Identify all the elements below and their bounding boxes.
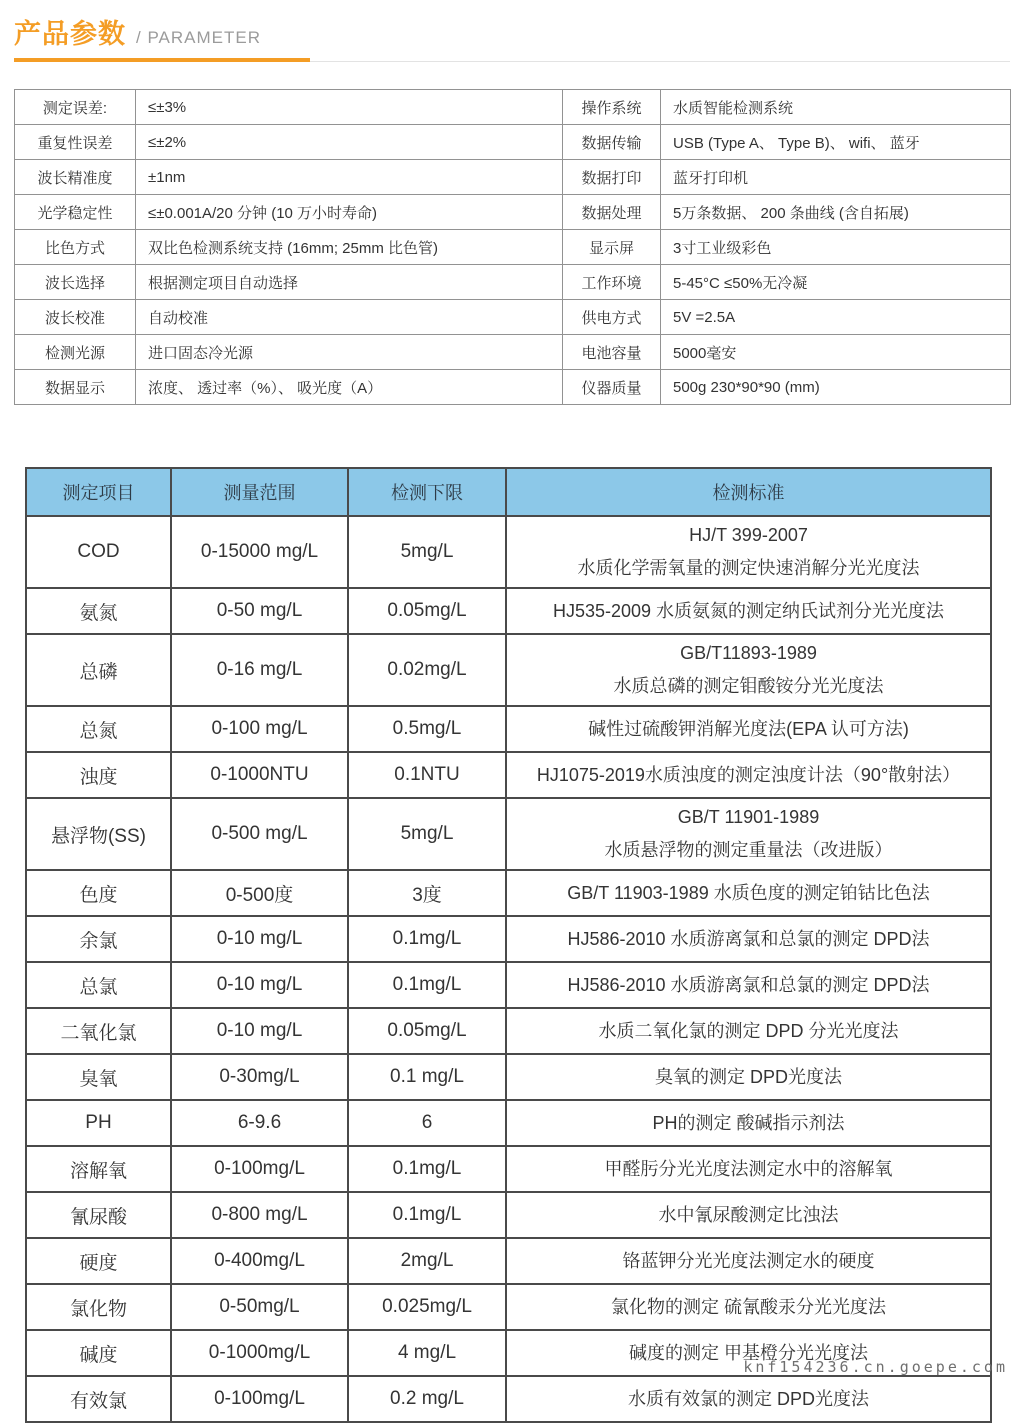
- item-cell: 总氯: [26, 962, 171, 1008]
- standard-line: 水质悬浮物的测定重量法（改进版）: [604, 840, 893, 860]
- item-row: [26, 516, 991, 588]
- title-underline-accent: [14, 58, 310, 62]
- standard-cell: [506, 1284, 991, 1330]
- standard-line: GB/T 11901-1989: [677, 807, 820, 827]
- standard-line: HJ586-2010 水质游离氯和总氯的测定 DPD法: [567, 974, 930, 995]
- standard-cell: [506, 1376, 991, 1422]
- item-cell: 臭氧: [26, 1054, 171, 1100]
- standard-line: 铬蓝钾分光光度法测定水的硬度: [622, 1250, 875, 1271]
- item-cell: 二氧化氯: [26, 1008, 171, 1054]
- spec-cell-value-value_right: USB (Type A、 Type B)、 wifi、 蓝牙: [661, 125, 1011, 160]
- item-cell: 悬浮物(SS): [26, 798, 171, 870]
- items-table-header-row: [26, 468, 991, 516]
- range-cell: 0-1000mg/L: [171, 1330, 348, 1376]
- item-row: [26, 588, 991, 634]
- limit-cell: 0.1mg/L: [348, 916, 506, 962]
- limit-cell: 0.5mg/L: [348, 706, 506, 752]
- item-row: [26, 1054, 991, 1100]
- spec-cell-label-label_right: 显示屏: [563, 230, 661, 265]
- range-cell: 0-30mg/L: [171, 1054, 348, 1100]
- standard-line: HJ535-2009 水质氨氮的测定纳氏试剂分光光度法: [552, 600, 945, 621]
- range-cell: 0-15000 mg/L: [171, 516, 348, 588]
- spec-row: [15, 335, 1011, 370]
- range-cell: 0-500 mg/L: [171, 798, 348, 870]
- spec-cell-label-label_right: 数据处理: [563, 195, 661, 230]
- standard-cell: [506, 1238, 991, 1284]
- standard-cell: [506, 588, 991, 634]
- standard-cell: [506, 1054, 991, 1100]
- standard-line: 碱性过硫酸钾消解光度法(EPA 认可方法): [588, 718, 909, 739]
- range-cell: 0-50 mg/L: [171, 588, 348, 634]
- title-underline: [14, 58, 1010, 63]
- spec-row: [15, 125, 1011, 160]
- item-row: [26, 870, 991, 916]
- spec-cell-value-value_right: 水质智能检测系统: [661, 90, 1011, 125]
- range-cell: 0-16 mg/L: [171, 634, 348, 706]
- spec-row: [15, 195, 1011, 230]
- spec-cell-value-value_left: 自动校准: [136, 300, 563, 335]
- limit-cell: 0.1mg/L: [348, 1146, 506, 1192]
- item-row: [26, 1376, 991, 1422]
- spec-cell-value-value_left: 浓度、 透过率（%）、 吸光度（A）: [136, 370, 563, 405]
- item-row: [26, 1100, 991, 1146]
- range-cell: 0-100mg/L: [171, 1376, 348, 1422]
- item-cell: 浊度: [26, 752, 171, 798]
- spec-cell-label-label_right: 数据传输: [563, 125, 661, 160]
- standard-line: GB/T11893-1989: [680, 643, 817, 663]
- spec-cell-label-label_left: 测定误差:: [15, 90, 136, 125]
- range-cell: 0-10 mg/L: [171, 916, 348, 962]
- spec-cell-label-label_right: 工作环境: [563, 265, 661, 300]
- standard-cell: [506, 870, 991, 916]
- spec-cell-label-label_right: 数据打印: [563, 160, 661, 195]
- item-cell: 氨氮: [26, 588, 171, 634]
- spec-cell-value-value_right: 3寸工业级彩色: [661, 230, 1011, 265]
- standard-cell: [506, 634, 991, 706]
- section-title-en: / PARAMETER: [136, 28, 261, 47]
- items-header-cell: 检测标准: [506, 468, 991, 516]
- spec-row: [15, 265, 1011, 300]
- range-cell: 0-1000NTU: [171, 752, 348, 798]
- spec-cell-value-value_right: 5V =2.5A: [661, 300, 1011, 335]
- standard-line: HJ1075-2019水质浊度的测定浊度计法（90°散射法）: [536, 764, 961, 785]
- spec-cell-value-value_left: ±1nm: [136, 160, 563, 195]
- section-title-cn: 产品参数: [14, 19, 126, 49]
- standard-line: 臭氧的测定 DPD光度法: [654, 1066, 842, 1087]
- spec-cell-value-value_right: 5万条数据、 200 条曲线 (含自拓展): [661, 195, 1011, 230]
- spec-cell-value-value_left: 根据测定项目自动选择: [136, 265, 563, 300]
- page-header: [0, 0, 1024, 63]
- item-cell: 余氯: [26, 916, 171, 962]
- standard-line: 水质二氧化氯的测定 DPD 分光光度法: [598, 1020, 899, 1041]
- spec-cell-value-value_right: 5-45°C ≤50%无冷凝: [661, 265, 1011, 300]
- item-cell: 碱度: [26, 1330, 171, 1376]
- standard-cell: [506, 1192, 991, 1238]
- limit-cell: 5mg/L: [348, 516, 506, 588]
- standard-cell: [506, 1146, 991, 1192]
- item-row: [26, 1238, 991, 1284]
- item-row: [26, 752, 991, 798]
- item-row: [26, 1146, 991, 1192]
- range-cell: 0-100mg/L: [171, 1146, 348, 1192]
- items-header-cell: 测量范围: [171, 468, 348, 516]
- spec-table: [14, 89, 1011, 405]
- spec-cell-label-label_left: 数据显示: [15, 370, 136, 405]
- item-cell: 总氮: [26, 706, 171, 752]
- limit-cell: 2mg/L: [348, 1238, 506, 1284]
- standard-cell: [506, 1100, 991, 1146]
- spec-cell-label-label_right: 操作系统: [563, 90, 661, 125]
- limit-cell: 3度: [348, 870, 506, 916]
- standard-line: GB/T 11903-1989 水质色度的测定铂钴比色法: [567, 882, 930, 903]
- item-row: [26, 634, 991, 706]
- spec-row: [15, 230, 1011, 265]
- limit-cell: 5mg/L: [348, 798, 506, 870]
- standard-cell: [506, 798, 991, 870]
- standard-line: 水中氰尿酸测定比浊法: [658, 1204, 839, 1225]
- spec-cell-label-label_left: 重复性误差: [15, 125, 136, 160]
- items-table: [25, 467, 992, 1423]
- spec-cell-value-value_left: 进口固态冷光源: [136, 335, 563, 370]
- range-cell: 0-10 mg/L: [171, 962, 348, 1008]
- item-cell: 硬度: [26, 1238, 171, 1284]
- item-row: [26, 706, 991, 752]
- spec-row: [15, 370, 1011, 405]
- items-header-cell: 检测下限: [348, 468, 506, 516]
- limit-cell: 0.1NTU: [348, 752, 506, 798]
- spec-cell-value-value_left: 双比色检测系统支持 (16mm; 25mm 比色管): [136, 230, 563, 265]
- limit-cell: 0.05mg/L: [348, 1008, 506, 1054]
- limit-cell: 0.1mg/L: [348, 1192, 506, 1238]
- item-row: [26, 916, 991, 962]
- item-cell: 氰尿酸: [26, 1192, 171, 1238]
- limit-cell: 0.025mg/L: [348, 1284, 506, 1330]
- item-row: [26, 1284, 991, 1330]
- limit-cell: 0.1mg/L: [348, 962, 506, 1008]
- standard-line: 水质有效氯的测定 DPD光度法: [627, 1388, 869, 1409]
- range-cell: 0-10 mg/L: [171, 1008, 348, 1054]
- spec-cell-label-label_left: 波长校准: [15, 300, 136, 335]
- spec-cell-value-value_right: 500g 230*90*90 (mm): [661, 370, 1011, 405]
- standard-line: HJ586-2010 水质游离氯和总氯的测定 DPD法: [567, 928, 930, 949]
- limit-cell: 0.2 mg/L: [348, 1376, 506, 1422]
- spec-cell-label-label_left: 波长精准度: [15, 160, 136, 195]
- spec-cell-label-label_left: 光学稳定性: [15, 195, 136, 230]
- standard-line: 氯化物的测定 硫氰酸汞分光光度法: [611, 1296, 886, 1317]
- item-cell: PH: [26, 1100, 171, 1146]
- items-table-body: [26, 516, 991, 1422]
- range-cell: 0-500度: [171, 870, 348, 916]
- standard-cell: [506, 516, 991, 588]
- item-cell: 总磷: [26, 634, 171, 706]
- standard-line: PH的测定 酸碱指示剂法: [652, 1112, 845, 1133]
- standard-line: HJ/T 399-2007: [689, 525, 808, 545]
- item-cell: 色度: [26, 870, 171, 916]
- limit-cell: 0.1 mg/L: [348, 1054, 506, 1100]
- spec-cell-label-label_right: 供电方式: [563, 300, 661, 335]
- item-row: [26, 1008, 991, 1054]
- watermark: knf154236.cn.goepe.com: [743, 1358, 1008, 1376]
- item-cell: 氯化物: [26, 1284, 171, 1330]
- standard-cell: [506, 1008, 991, 1054]
- section-title: [14, 12, 1010, 51]
- spec-cell-value-value_left: ≤±2%: [136, 125, 563, 160]
- limit-cell: 0.02mg/L: [348, 634, 506, 706]
- spec-row: [15, 90, 1011, 125]
- standard-cell: [506, 962, 991, 1008]
- limit-cell: 6: [348, 1100, 506, 1146]
- items-header-cell: 测定项目: [26, 468, 171, 516]
- range-cell: 0-50mg/L: [171, 1284, 348, 1330]
- spec-row: [15, 300, 1011, 335]
- spec-cell-value-value_right: 5000毫安: [661, 335, 1011, 370]
- item-row: [26, 962, 991, 1008]
- spec-cell-label-label_left: 检测光源: [15, 335, 136, 370]
- spec-cell-label-label_right: 仪器质量: [563, 370, 661, 405]
- standard-line: 水质化学需氧量的测定快速消解分光光度法: [577, 558, 920, 578]
- item-row: [26, 798, 991, 870]
- spec-table-body: [15, 90, 1011, 405]
- limit-cell: 4 mg/L: [348, 1330, 506, 1376]
- spec-cell-value-value_left: ≤±3%: [136, 90, 563, 125]
- spec-cell-value-value_right: 蓝牙打印机: [661, 160, 1011, 195]
- spec-cell-label-label_left: 比色方式: [15, 230, 136, 265]
- item-cell: 溶解氧: [26, 1146, 171, 1192]
- standard-cell: [506, 752, 991, 798]
- range-cell: 0-100 mg/L: [171, 706, 348, 752]
- spec-cell-label-label_right: 电池容量: [563, 335, 661, 370]
- standard-cell: [506, 916, 991, 962]
- spec-row: [15, 160, 1011, 195]
- item-cell: COD: [26, 516, 171, 588]
- range-cell: 0-400mg/L: [171, 1238, 348, 1284]
- standard-line: 甲醛肟分光光度法测定水中的溶解氧: [604, 1158, 893, 1179]
- range-cell: 0-800 mg/L: [171, 1192, 348, 1238]
- item-row: [26, 1192, 991, 1238]
- spec-cell-value-value_left: ≤±0.001A/20 分钟 (10 万小时寿命): [136, 195, 563, 230]
- standard-line: 水质总磷的测定钼酸铵分光光度法: [613, 676, 884, 696]
- standard-line: 碱度的测定 甲基橙分光光度法: [629, 1342, 868, 1363]
- standard-cell: [506, 706, 991, 752]
- spec-cell-label-label_left: 波长选择: [15, 265, 136, 300]
- limit-cell: 0.05mg/L: [348, 588, 506, 634]
- range-cell: 6-9.6: [171, 1100, 348, 1146]
- item-cell: 有效氯: [26, 1376, 171, 1422]
